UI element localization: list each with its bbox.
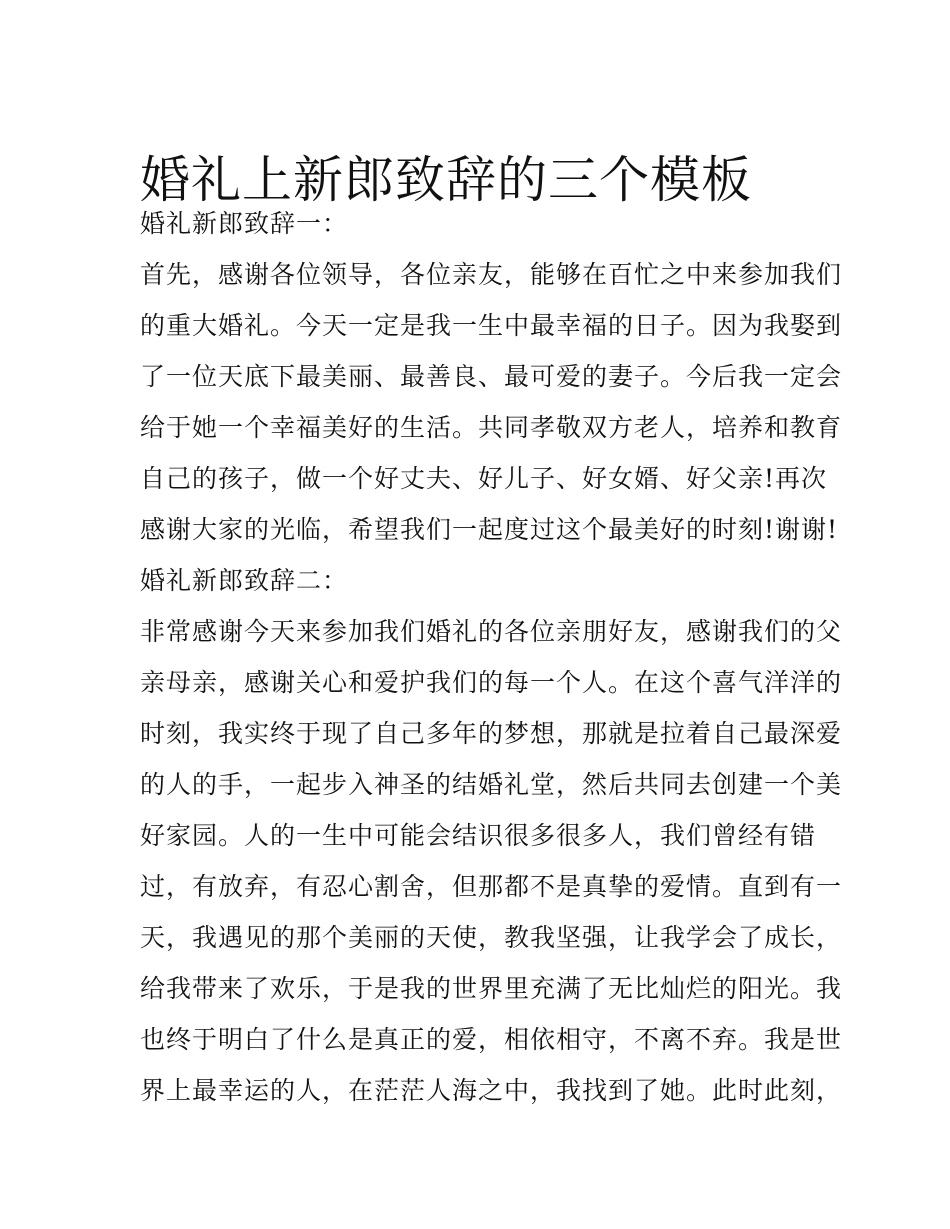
section-heading-2: 婚礼新郎致辞二：: [140, 566, 349, 595]
text-line: 也终于明白了什么是真正的爱，相依相守，不离不弃。我是世: [140, 1025, 843, 1054]
text-line: 好家园。人的一生中可能会结识很多很多人，我们曾经有错: [140, 821, 817, 850]
text-line: 自己的孩子，做一个好丈夫、好儿子、好女婿、好父亲!再次: [140, 464, 828, 493]
text-line: 过，有放弃，有忍心割舍，但那都不是真挚的爱情。直到有一: [140, 872, 843, 901]
text-line: 非常感谢今天来参加我们婚礼的各位亲朋好友，感谢我们的父: [140, 617, 843, 646]
text-line: 的人的手，一起步入神圣的结婚礼堂，然后共同去创建一个美: [140, 770, 843, 799]
text-line: 亲母亲，感谢关心和爱护我们的每一个人。在这个喜气洋洋的: [140, 668, 843, 697]
text-line: 天，我遇见的那个美丽的天使，教我坚强，让我学会了成长，: [140, 923, 843, 952]
document-body: [140, 198, 843, 1116]
text-line: 给我带来了欢乐，于是我的世界里充满了无比灿烂的阳光。我: [140, 974, 843, 1003]
text-line: 给于她一个幸福美好的生活。共同孝敬双方老人，培养和教育: [140, 413, 843, 442]
text-line: 时刻，我实终于现了自己多年的梦想，那就是拉着自己最深爱: [140, 719, 843, 748]
section-heading-1: 婚礼新郎致辞一：: [140, 209, 349, 238]
text-line: 的重大婚礼。今天一定是我一生中最幸福的日子。因为我娶到: [140, 311, 843, 340]
text-line: 了一位天底下最美丽、最善良、最可爱的妻子。今后我一定会: [140, 362, 843, 391]
page-title: 婚礼上新郎致辞的三个模板: [140, 150, 752, 209]
text-line: 感谢大家的光临，希望我们一起度过这个最美好的时刻!谢谢!: [140, 515, 839, 544]
text-line: 首先，感谢各位领导，各位亲友，能够在百忙之中来参加我们: [140, 260, 843, 289]
text-line: 界上最幸运的人，在茫茫人海之中，我找到了她。此时此刻，: [140, 1076, 843, 1105]
